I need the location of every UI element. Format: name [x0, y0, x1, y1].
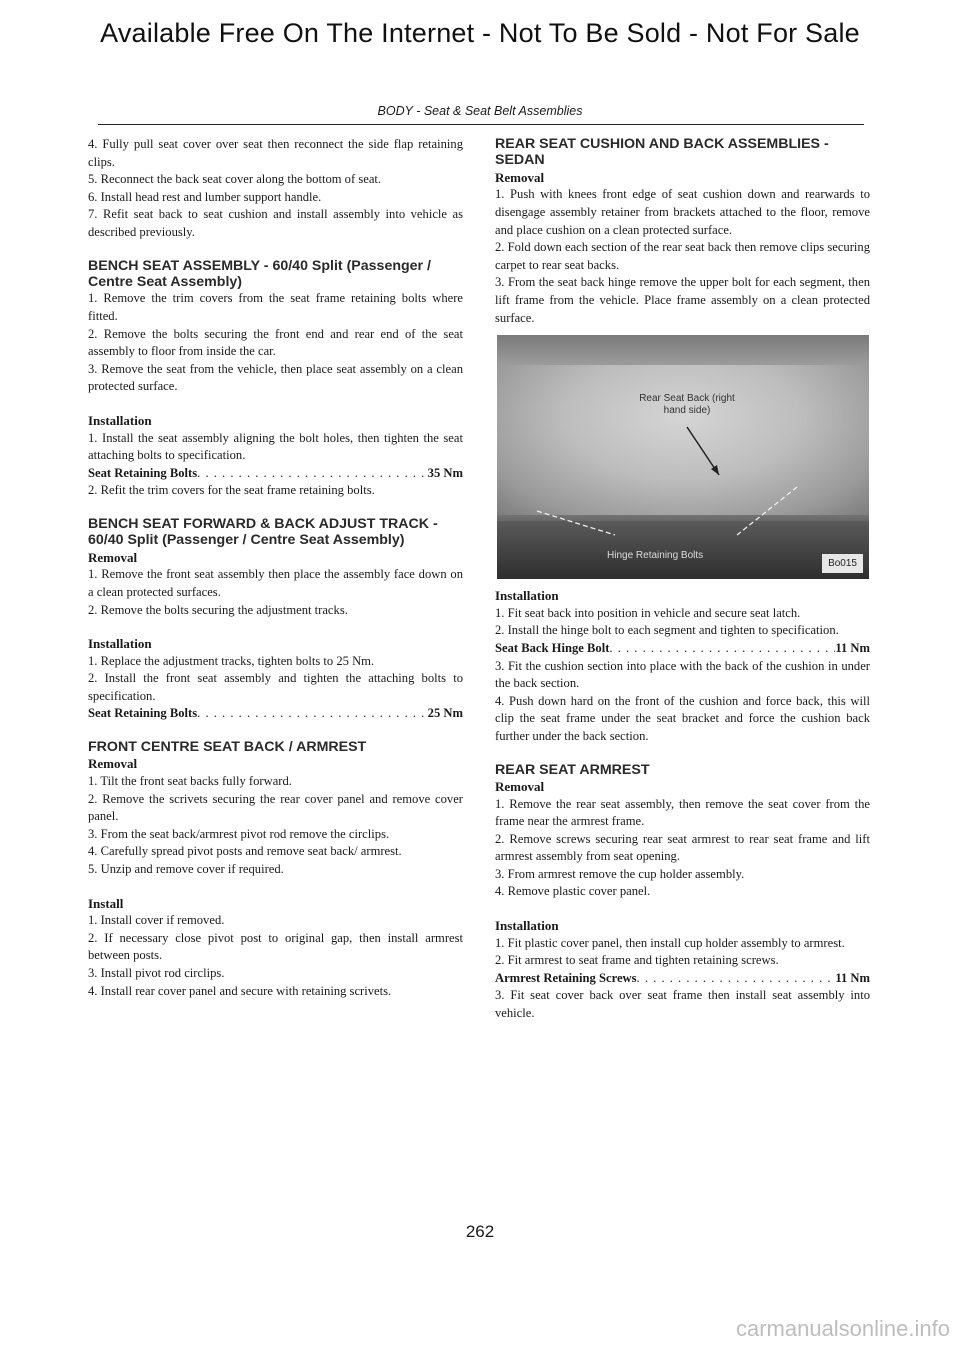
step: 1. Install the seat assembly aligning the bolt holes, then tighten the seat attaching bolts to specification.: [88, 430, 463, 463]
spec-value: 11 Nm: [835, 970, 870, 985]
spec-label: Seat Back Hinge Bolt: [495, 640, 610, 655]
page-number: 262: [465, 1222, 495, 1241]
step: 4. Fully pull seat cover over seat then reconnect the side flap retaining clips.: [88, 137, 463, 169]
section-heading: FRONT CENTRE SEAT BACK / ARMREST: [88, 739, 367, 756]
step: 3. From the seat back hinge remove the upper bolt for each segment, then lift frame from the vehicle. Place frame assembly on a clean protected surface.: [495, 275, 870, 325]
step: 2. Remove the scrivets securing the rear cover panel and remove cover panel.: [88, 791, 463, 824]
step: 3. From armrest remove the cup holder assembly.: [495, 866, 745, 881]
subheading: Removal: [495, 169, 545, 185]
step: 6. Install head rest and lumber support handle.: [88, 189, 322, 204]
watermark: carmanualsonline.info: [735, 1316, 950, 1341]
step: 4. Remove plastic cover panel.: [495, 884, 651, 899]
torque-spec: [88, 465, 463, 483]
step: 5. Reconnect the back seat cover along the bottom of seat.: [88, 172, 382, 187]
step: 1. Remove the front seat assembly then place the assembly face down on a clean protected surfaces.: [88, 567, 463, 599]
step: 2. Remove the bolts securing the adjustment tracks.: [88, 602, 348, 617]
step: 3. From the seat back/armrest pivot rod remove the circlips.: [88, 826, 390, 841]
section-heading: BENCH SEAT ASSEMBLY - 60/40 Split (Passenger / Centre Seat Assembly): [88, 257, 431, 290]
banner: Available Free On The Internet - Not To Be Sold - Not For Sale: [100, 18, 860, 48]
spec-label: Seat Retaining Bolts: [88, 706, 198, 721]
step: 3. Fit seat cover back over seat frame then install seat assembly into vehicle.: [495, 988, 870, 1021]
step: 3. Install pivot rod circlips.: [88, 966, 225, 980]
step: 2. Remove screws securing rear seat armrest to rear seat frame and lift armrest assembly from seat opening.: [495, 831, 870, 864]
step: 2. If necessary close pivot post to original gap, then install armrest between posts.: [88, 930, 463, 963]
figure-tag: Bo015: [822, 554, 863, 574]
step: 4. Install rear cover panel and secure with retaining scrivets.: [88, 983, 392, 998]
rear-seat-photo: [497, 335, 869, 579]
step: 2. Install the hinge bolt to each segment and tighten to specification.: [495, 623, 839, 638]
step: 2. Fit armrest to seat frame and tighten retaining screws.: [495, 953, 779, 968]
step: 2. Remove the bolts securing the front end and rear end of the seat assembly to floor from inside the car.: [88, 326, 463, 359]
spec-value: 35 Nm: [427, 465, 463, 480]
subheading: Removal: [88, 549, 138, 565]
section-heading: BENCH SEAT FORWARD & BACK ADJUST TRACK - 60/40 Split (Passenger / Centre Seat Assembly): [88, 515, 438, 549]
step: 4. Carefully spread pivot posts and remove seat back/ armrest.: [88, 844, 402, 859]
photo-label-bottom: Hinge Retaining Bolts: [607, 550, 704, 562]
right-column: [495, 136, 870, 1023]
step: 1. Replace the adjustment tracks, tighten bolts to 25 Nm.: [88, 653, 375, 668]
step: 3. Fit the cushion section into place with the back of the cushion in under the back section.: [495, 658, 870, 691]
step: 1. Push with knees front edge of seat cushion down and rearwards to disengage assembly retainer from brackets attached to the floor, remove and place cushion on a clean protected surface.: [495, 187, 870, 237]
spec-value: 25 Nm: [427, 706, 463, 721]
subheading: Installation: [495, 588, 559, 604]
subheading: Installation: [88, 412, 152, 428]
torque-spec: [495, 970, 870, 988]
subheading: Removal: [495, 778, 545, 794]
header-rule: [98, 124, 864, 125]
step: 1. Fit plastic cover panel, then install cup holder assembly to armrest.: [495, 935, 845, 950]
subheading: Removal: [88, 756, 138, 772]
step: 7. Refit seat back to seat cushion and install assembly into vehicle as described previously.: [88, 207, 463, 239]
step: 1. Remove the trim covers from the seat frame retaining bolts where fitted.: [88, 291, 463, 323]
running-head: BODY - Seat & Seat Belt Assemblies: [377, 104, 583, 118]
subheading: Install: [88, 895, 124, 911]
section-heading: REAR SEAT CUSHION AND BACK ASSEMBLIES - SEDAN: [495, 136, 829, 169]
step: 4. Push down hard on the front of the cushion and force back, this will clip the seat frame under the seat bracket and force the cushion back further under the back section.: [495, 693, 870, 743]
left-column: [88, 136, 463, 1000]
photo-label-top: Rear Seat Back (right hand side): [639, 393, 735, 417]
subheading: Installation: [88, 636, 152, 652]
torque-spec: [495, 640, 870, 658]
spec-label: Seat Retaining Bolts: [88, 465, 198, 480]
step: 2. Refit the trim covers for the seat frame retaining bolts.: [88, 483, 375, 498]
spec-label: Armrest Retaining Screws: [495, 970, 637, 985]
step: 5. Unzip and remove cover if required.: [88, 862, 284, 877]
step: 1. Fit seat back into position in vehicle and secure seat latch.: [495, 605, 801, 620]
step: 1. Tilt the front seat backs fully forward.: [88, 774, 292, 789]
section-heading: REAR SEAT ARMREST: [495, 761, 650, 778]
callout-arrows: [497, 335, 869, 579]
torque-spec: [88, 705, 463, 723]
step: 1. Install cover if removed.: [88, 913, 225, 928]
step: 1. Remove the rear seat assembly, then remove the seat cover from the frame near the armrest frame.: [495, 796, 870, 829]
subheading: Installation: [495, 918, 559, 934]
step: 3. Remove the seat from the vehicle, then place seat assembly on a clean protected surface.: [88, 361, 463, 394]
spec-value: 11 Nm: [835, 640, 870, 655]
step: 2. Fold down each section of the rear seat back then remove clips securing carpet to rear seat backs.: [495, 240, 870, 272]
step: 2. Install the front seat assembly and tighten the attaching bolts to specification.: [88, 671, 463, 703]
